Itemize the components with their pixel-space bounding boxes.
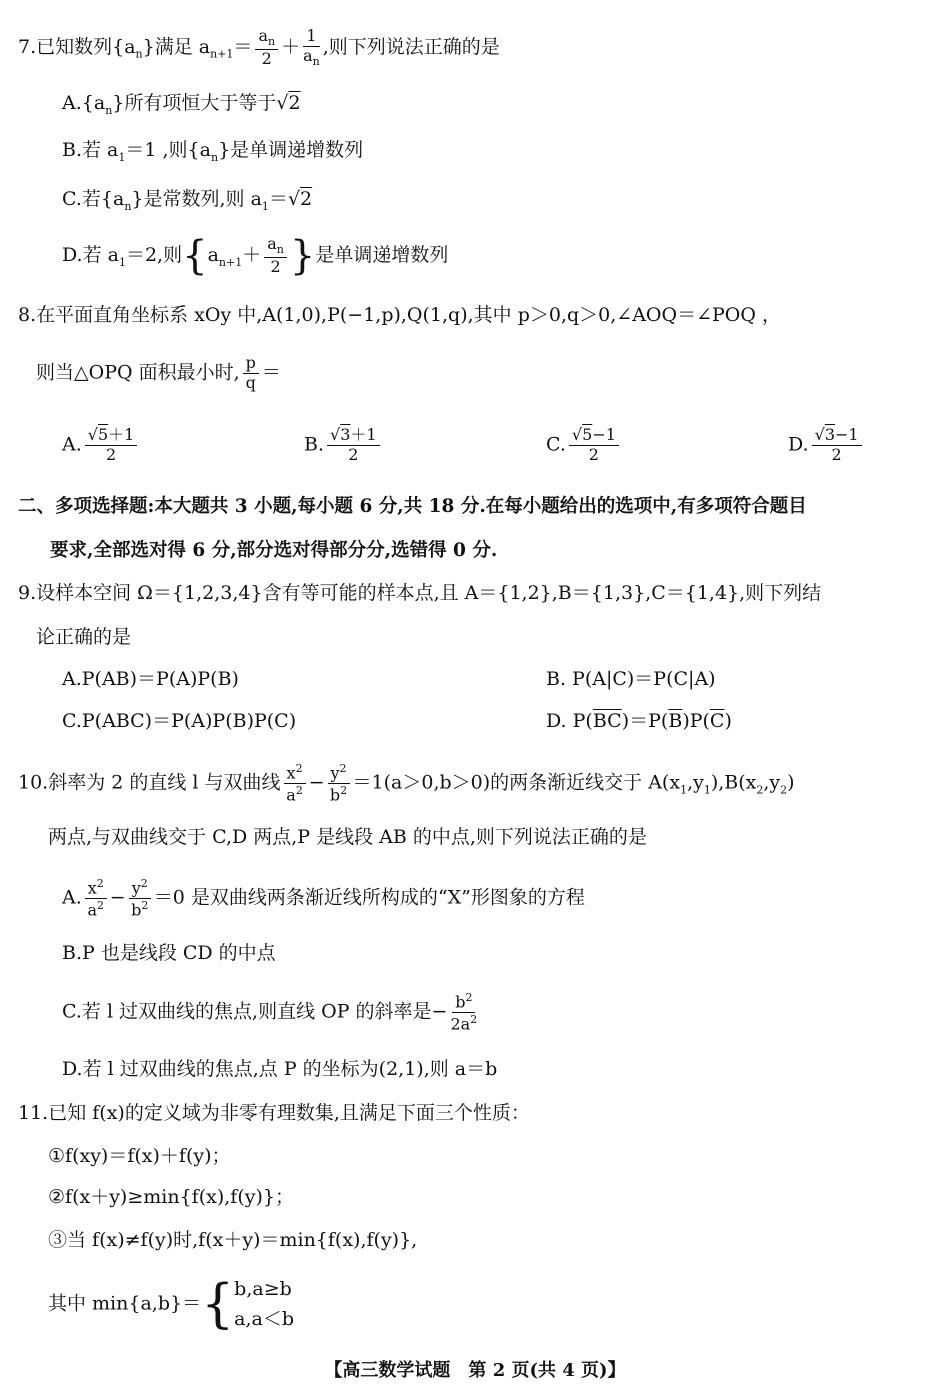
q7-frac-an-over-2: $\frac{a_n}{2}$ [255,28,278,68]
q8-option-b: B. $\frac{√3+1}{2}$ [304,427,383,464]
page-footer: 【高三数学试题 第 2 页(共 4 页)】 [324,1360,626,1381]
q10-stem-line1: 10.斜率为 2 的直线 l 与双曲线 $\frac{x^2}{a^2}$ − $\frac{y^2}{b^2}$ ＝1(a＞0,b＞0)的两条渐近线交于 $A(x_1,y_1),B(x_2,y_2)$ [18,762,795,805]
q8-option-d: D. $\frac{√3-1}{2}$ [788,427,865,464]
q8-stem-line1: 8.在平面直角坐标系 xOy 中,A(1,0),P(−1,p),Q(1,q),其中 p＞0,q＞0,∠AOQ＝∠POQ ， [18,304,781,326]
q9-option-d: D. $P(\overline{B}\overline{C})=P(\overline{B})P(\overline{C})$ [546,710,732,732]
q8-option-a: A. $\frac{√5+1}{2}$ [62,427,140,464]
q9-option-a: A.P(AB)＝P(A)P(B) [62,668,239,690]
q8-stem-line2: 则当△OPQ 面积最小时, $\frac{p}{q}$ ＝ [36,353,281,392]
q7-option-d: D.若 $a_1=2$,则{$a_{n+1}+$ $\frac{a_n}{2}$ }是单调递增数列 [62,233,449,279]
q10-option-d: D.若 l 过双曲线的焦点,点 P 的坐标为(2,1),则 a＝b [62,1058,498,1080]
q10-option-b: B.P 也是线段 CD 的中点 [62,942,276,964]
sqrt-icon: √ [287,188,301,210]
q11-min-definition: 其中 min{a,b}＝{ b,a≥b a,a＜b [48,1274,295,1335]
q9-stem-line2: 论正确的是 [36,626,132,648]
q10-stem-line2: 两点,与双曲线交于 C,D 两点,P 是线段 AB 的中点,则下列说法正确的是 [48,826,647,848]
sqrt-icon: √ [276,92,289,114]
q9-option-b: B. P(A|C)＝P(C|A) [546,668,716,690]
q7-option-a: $A.\{a_n\}$所有项恒大于等于√2 [62,92,301,117]
q11-property-2: ②f(x＋y)≥min{f(x),f(y)}； [48,1186,294,1208]
q7-frac-1-over-an: $\frac{1}{a_n}$ [303,26,320,68]
q11-property-3: ③当 f(x)≠f(y)时,f(x＋y)＝min{f(x),f(y)}, [48,1229,418,1251]
q10-option-a: A. $\frac{x^2}{a^2}$ − $\frac{y^2}{b^2}$ ＝0 是双曲线两条渐近线所构成的“X”形图象的方程 [62,877,585,920]
q7-option-c: C.若$\{a_n\}$是常数列,则 $a_1=√2$ [62,188,313,213]
q11-stem: 11.已知 f(x)的定义域为非零有理数集,且满足下面三个性质： [18,1102,530,1124]
q11-property-1: ①f(xy)＝f(x)＋f(y)； [48,1145,231,1167]
section2-heading-line2: 要求,全部选对得 6 分,部分选对得部分分,选错得 0 分. [50,540,498,561]
q8-option-c: C. $\frac{√5-1}{2}$ [546,427,622,464]
q10-option-c: C.若 l 过双曲线的焦点,则直线 OP 的斜率是− $\frac{b^2}{2a^2}$ [62,991,478,1034]
q7-stem: 7.已知数列$\{a_n\}$满足 $a_{n+1}=$ $\frac{a_n}{2}$ ＋ $\frac{1}{a_n}$ ,则下列说法正确的是 [18,26,500,68]
section2-heading-line1: 二、多项选择题:本大题共 3 小题,每小题 6 分,共 18 分.在每小题给出的选项中,有多项符合题目 [18,496,807,517]
q9-option-c: C.P(ABC)＝P(A)P(B)P(C) [62,710,297,732]
q7-option-b: B.若 $a_1=1$ ,则$\{a_n\}$是单调递增数列 [62,139,364,164]
q9-stem-line1: 9.设样本空间 Ω＝{1,2,3,4}含有等可能的样本点,且 A＝{1,2},B＝{1,3},C＝{1,4},则下列结 [18,582,822,604]
